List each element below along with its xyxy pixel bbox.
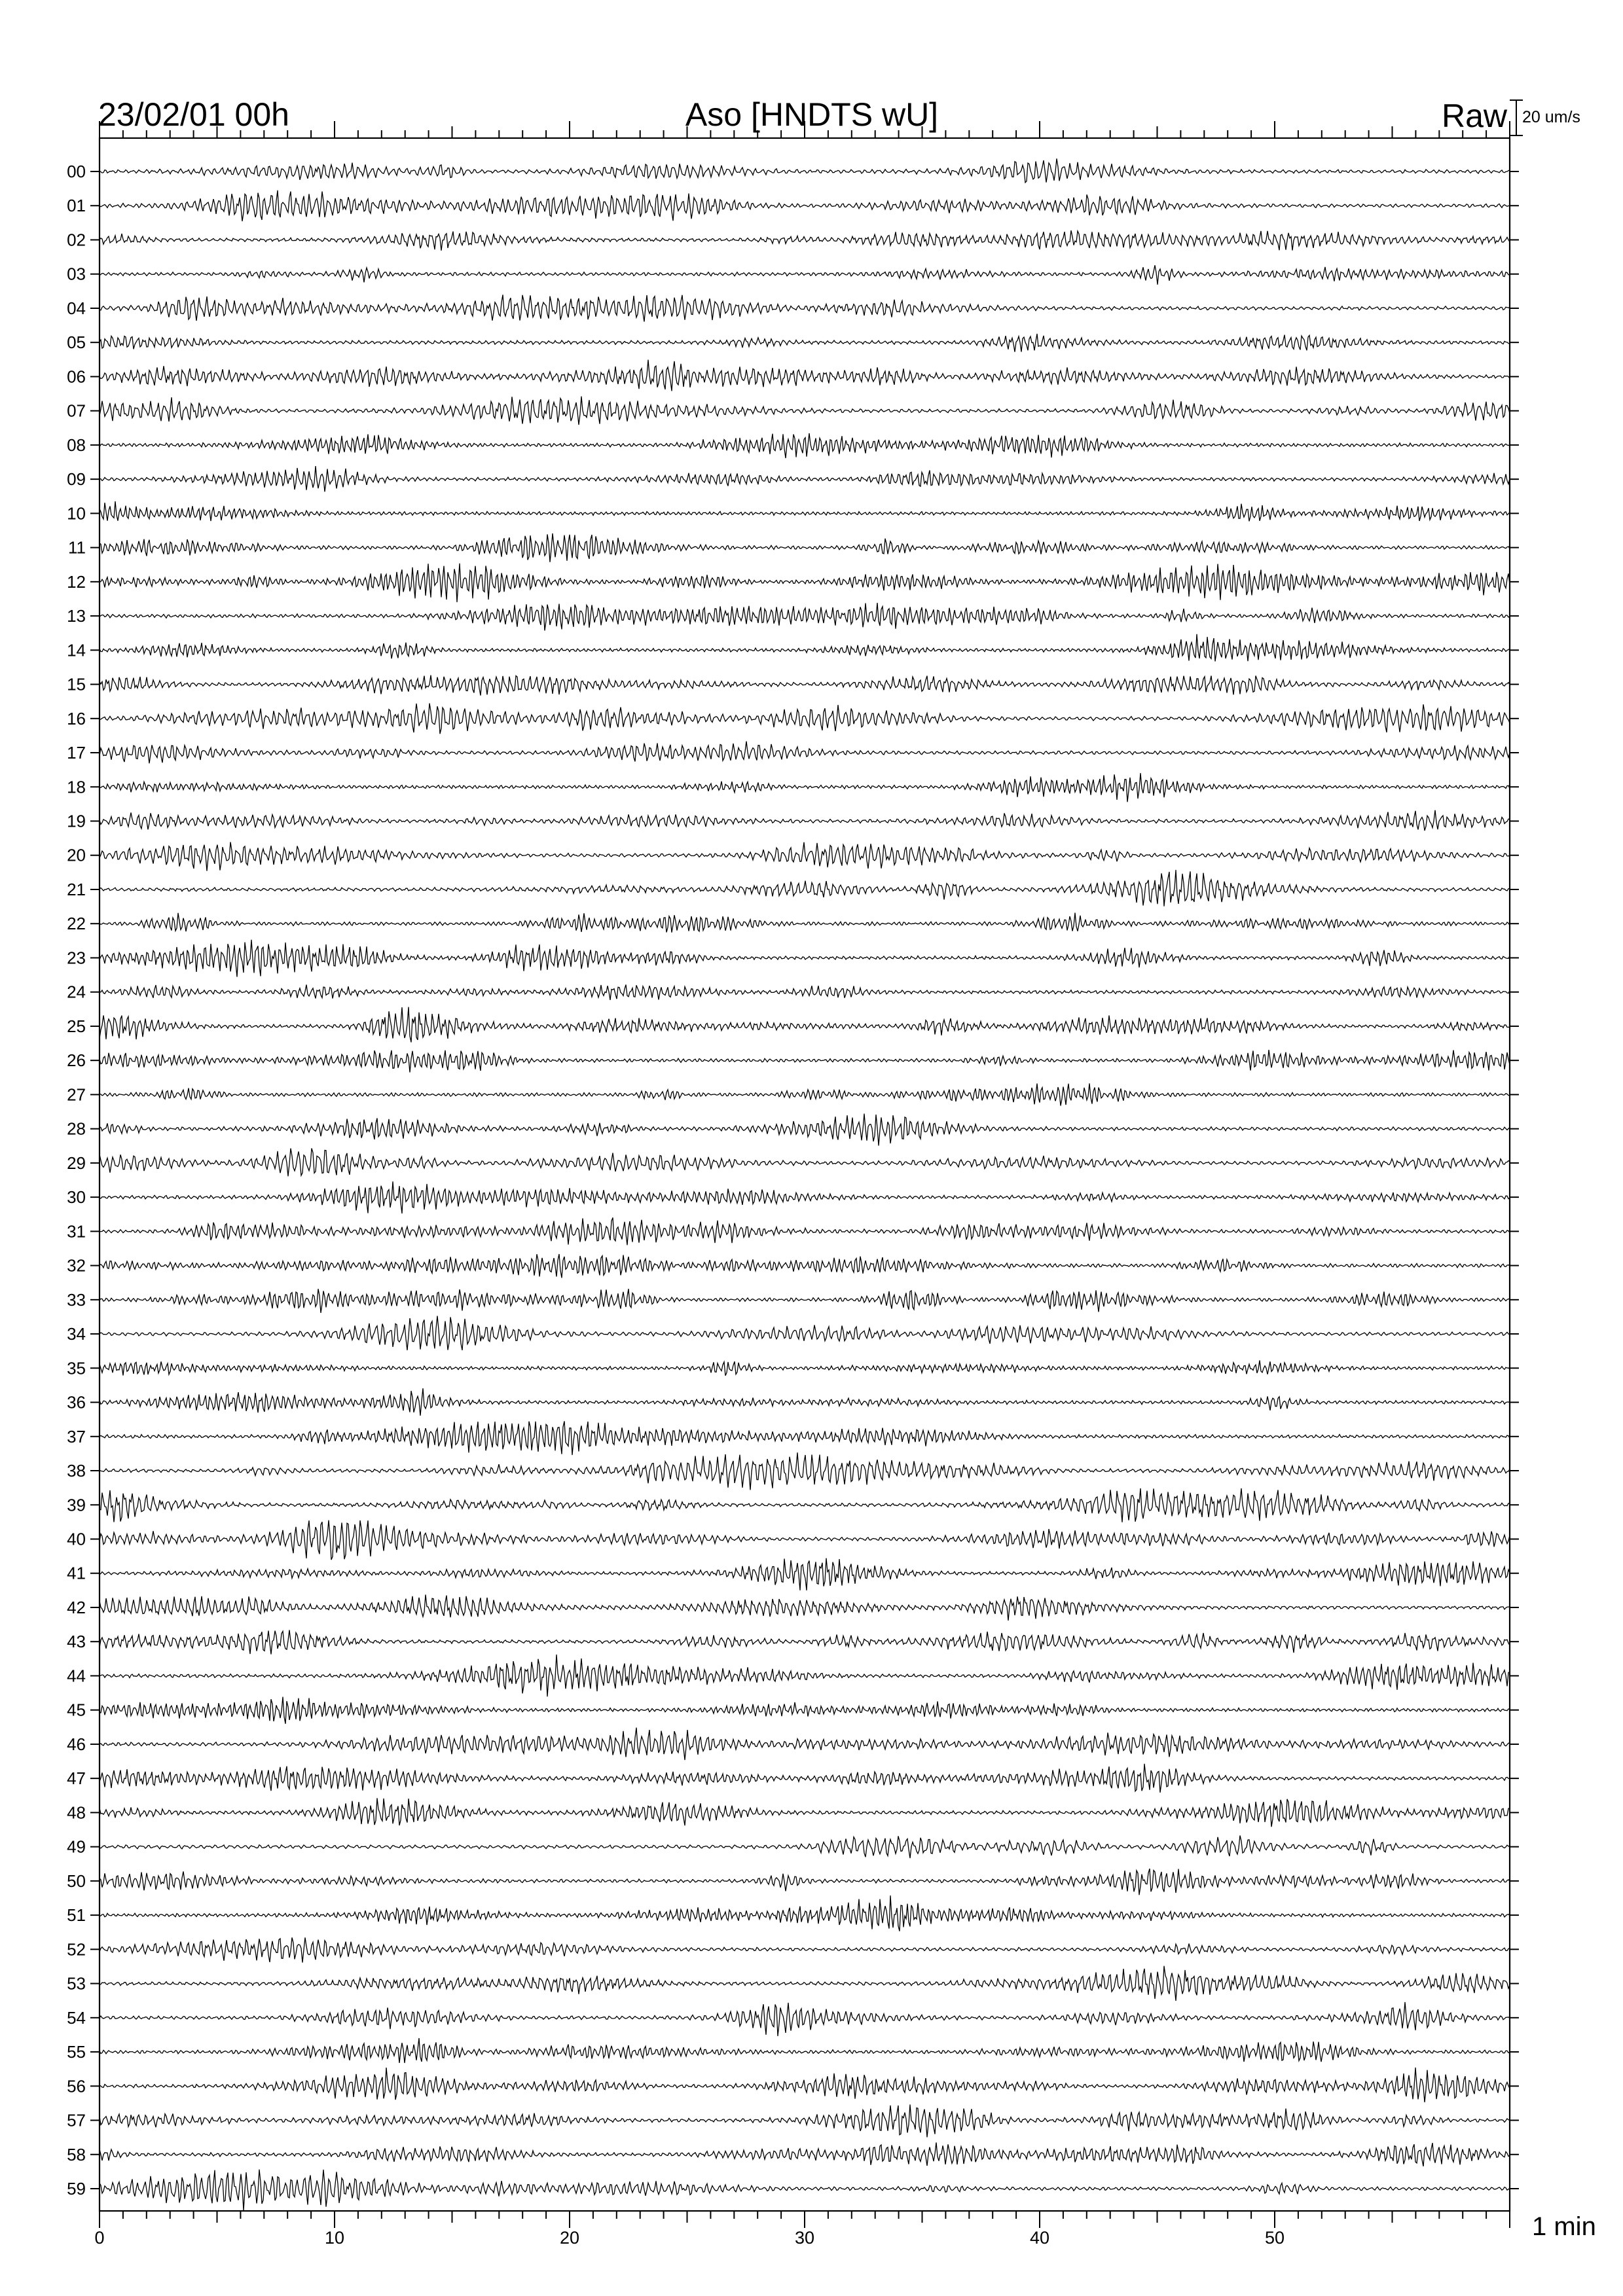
y-tick-label: 41 bbox=[67, 1563, 86, 1583]
y-tick-label: 10 bbox=[67, 503, 86, 524]
x-tick-label: 10 bbox=[324, 2228, 345, 2248]
seismic-trace bbox=[100, 1594, 1510, 1621]
y-tick-label: 43 bbox=[67, 1632, 86, 1652]
seismic-trace bbox=[100, 1966, 1510, 2001]
y-tick-label: 31 bbox=[67, 1221, 86, 1242]
y-tick-label: 02 bbox=[67, 230, 86, 250]
y-tick-label: 04 bbox=[67, 298, 86, 318]
seismic-trace bbox=[100, 870, 1510, 906]
y-tick-label: 23 bbox=[67, 948, 86, 968]
seismic-trace bbox=[100, 1558, 1510, 1590]
seismic-trace bbox=[100, 1869, 1510, 1895]
y-tick-label: 22 bbox=[67, 914, 86, 934]
y-tick-label: 42 bbox=[67, 1597, 86, 1617]
y-tick-label: 51 bbox=[67, 1905, 86, 1926]
y-tick-label: 40 bbox=[67, 1529, 86, 1549]
seismic-trace bbox=[100, 501, 1510, 522]
seismic-trace bbox=[100, 1083, 1510, 1105]
seismic-trace bbox=[100, 360, 1510, 391]
seismic-trace bbox=[100, 810, 1510, 831]
y-tick-label: 01 bbox=[67, 196, 86, 216]
seismic-trace bbox=[100, 603, 1510, 631]
seismic-trace bbox=[100, 704, 1510, 734]
seismic-trace bbox=[100, 190, 1510, 221]
y-tick-label: 27 bbox=[67, 1085, 86, 1105]
y-tick-label: 35 bbox=[67, 1358, 86, 1378]
seismic-trace bbox=[100, 1361, 1510, 1376]
amplitude-scale-bar bbox=[1510, 100, 1523, 135]
seismic-trace bbox=[100, 397, 1510, 425]
seismic-trace bbox=[100, 1148, 1510, 1176]
seismic-trace bbox=[100, 1114, 1510, 1146]
y-tick-label: 30 bbox=[67, 1187, 86, 1208]
seismic-trace bbox=[100, 1764, 1510, 1793]
y-tick-label: 44 bbox=[67, 1666, 86, 1686]
seismic-trace bbox=[100, 913, 1510, 933]
y-tick-label: 00 bbox=[67, 162, 86, 181]
seismic-trace bbox=[100, 2002, 1510, 2036]
y-tick-label: 20 bbox=[67, 845, 86, 865]
y-tick-label: 39 bbox=[67, 1495, 86, 1515]
seismic-trace bbox=[100, 1835, 1510, 1858]
chart-datetime: 23/02/01 00h bbox=[98, 96, 289, 133]
y-tick-label: 12 bbox=[67, 571, 86, 592]
seismic-trace bbox=[100, 1452, 1510, 1490]
x-tick-label: 40 bbox=[1029, 2228, 1050, 2248]
y-tick-label: 33 bbox=[67, 1289, 86, 1310]
seismic-trace bbox=[100, 466, 1510, 492]
seismic-trace bbox=[100, 2068, 1510, 2102]
y-tick-label: 15 bbox=[67, 674, 86, 694]
seismic-trace bbox=[100, 940, 1510, 977]
seismic-trace bbox=[100, 1050, 1510, 1072]
chart-mode-label: Raw bbox=[1441, 98, 1507, 134]
seismic-trace bbox=[100, 1388, 1510, 1416]
seismic-trace bbox=[100, 2104, 1510, 2137]
y-tick-label: 34 bbox=[67, 1324, 86, 1344]
seismic-trace bbox=[100, 295, 1510, 321]
seismic-trace bbox=[100, 1697, 1510, 1724]
y-tick-label: 54 bbox=[67, 2007, 86, 2028]
y-tick-label: 48 bbox=[67, 1803, 86, 1823]
y-tick-label: 18 bbox=[67, 777, 86, 797]
seismic-trace bbox=[100, 230, 1510, 251]
seismic-trace bbox=[100, 2170, 1510, 2211]
y-tick-label: 17 bbox=[67, 743, 86, 763]
seismic-trace bbox=[100, 842, 1510, 871]
y-tick-label: 49 bbox=[67, 1837, 86, 1857]
seismic-trace bbox=[100, 634, 1510, 662]
seismic-trace bbox=[100, 675, 1510, 696]
y-tick-label: 13 bbox=[67, 606, 86, 626]
x-tick-label: 20 bbox=[559, 2228, 580, 2248]
trace-group bbox=[100, 158, 1510, 2210]
y-tick-label: 55 bbox=[67, 2042, 86, 2062]
y-tick-label: 37 bbox=[67, 1426, 86, 1446]
y-tick-label: 47 bbox=[67, 1768, 86, 1789]
seismic-trace bbox=[100, 158, 1510, 183]
x-axis bbox=[94, 121, 1510, 2248]
y-tick-label: 14 bbox=[67, 640, 86, 660]
seismic-trace bbox=[100, 742, 1510, 764]
x-tick-label: 50 bbox=[1264, 2228, 1285, 2248]
y-tick-label: 16 bbox=[67, 708, 86, 728]
y-tick-label: 29 bbox=[67, 1153, 86, 1173]
plot-border bbox=[100, 138, 1510, 2211]
x-axis-unit-label: 1 min bbox=[1532, 2212, 1596, 2241]
seismic-trace bbox=[100, 564, 1510, 602]
seismic-trace bbox=[100, 433, 1510, 458]
y-tick-label: 57 bbox=[67, 2110, 86, 2130]
y-tick-label: 03 bbox=[67, 264, 86, 284]
seismic-trace bbox=[100, 1895, 1510, 1931]
y-tick-label: 36 bbox=[67, 1392, 86, 1412]
seismic-trace bbox=[100, 1937, 1510, 1962]
y-tick-label: 45 bbox=[67, 1700, 86, 1720]
y-tick-label: 09 bbox=[67, 469, 86, 490]
seismic-trace bbox=[100, 1798, 1510, 1827]
y-tick-label: 38 bbox=[67, 1461, 86, 1481]
y-tick-label: 52 bbox=[67, 1939, 86, 1960]
y-tick-label: 05 bbox=[67, 332, 86, 353]
y-tick-label: 58 bbox=[67, 2144, 86, 2164]
y-tick-label: 19 bbox=[67, 811, 86, 831]
seismic-trace bbox=[100, 1728, 1510, 1761]
chart-title: Aso [HNDTS wU] bbox=[685, 96, 939, 133]
y-tick-label: 59 bbox=[67, 2179, 86, 2198]
seismic-trace bbox=[100, 1655, 1510, 1696]
y-tick-label: 06 bbox=[67, 367, 86, 387]
seismic-trace bbox=[100, 533, 1510, 562]
seismic-trace bbox=[100, 265, 1510, 285]
seismic-trace bbox=[100, 1488, 1510, 1522]
y-tick-label: 53 bbox=[67, 1973, 86, 1994]
x-tick-label: 30 bbox=[794, 2228, 815, 2248]
y-tick-label: 11 bbox=[68, 537, 86, 558]
seismic-trace bbox=[100, 1181, 1510, 1213]
y-tick-label: 46 bbox=[67, 1734, 86, 1754]
seismic-trace bbox=[100, 1520, 1510, 1560]
y-tick-label: 08 bbox=[67, 435, 86, 455]
y-tick-label: 24 bbox=[67, 982, 86, 1002]
seismic-trace bbox=[100, 1007, 1510, 1043]
x-tick-label: 0 bbox=[94, 2228, 105, 2248]
y-tick-label: 26 bbox=[67, 1050, 86, 1071]
y-tick-label: 32 bbox=[67, 1255, 86, 1276]
amplitude-scale-label: 20 um/s bbox=[1522, 108, 1580, 126]
seismic-trace bbox=[100, 2142, 1510, 2166]
seismic-trace bbox=[100, 985, 1510, 1000]
seismic-trace bbox=[100, 1289, 1510, 1313]
seismic-trace bbox=[100, 773, 1510, 802]
seismic-trace bbox=[100, 334, 1510, 352]
y-tick-label: 50 bbox=[67, 1871, 86, 1891]
seismic-trace bbox=[100, 1421, 1510, 1455]
y-tick-label: 25 bbox=[67, 1016, 86, 1036]
plot-frame bbox=[100, 138, 1510, 2211]
y-tick-label: 21 bbox=[67, 879, 86, 899]
seismic-trace bbox=[100, 1316, 1510, 1351]
seismic-trace bbox=[100, 1217, 1510, 1245]
seismic-trace bbox=[100, 1630, 1510, 1655]
seismic-trace bbox=[100, 1254, 1510, 1278]
seismic-trace bbox=[100, 2038, 1510, 2063]
y-tick-label: 56 bbox=[67, 2076, 86, 2096]
y-tick-label: 07 bbox=[67, 401, 86, 421]
y-axis bbox=[67, 162, 1519, 2198]
y-tick-label: 28 bbox=[67, 1119, 86, 1139]
